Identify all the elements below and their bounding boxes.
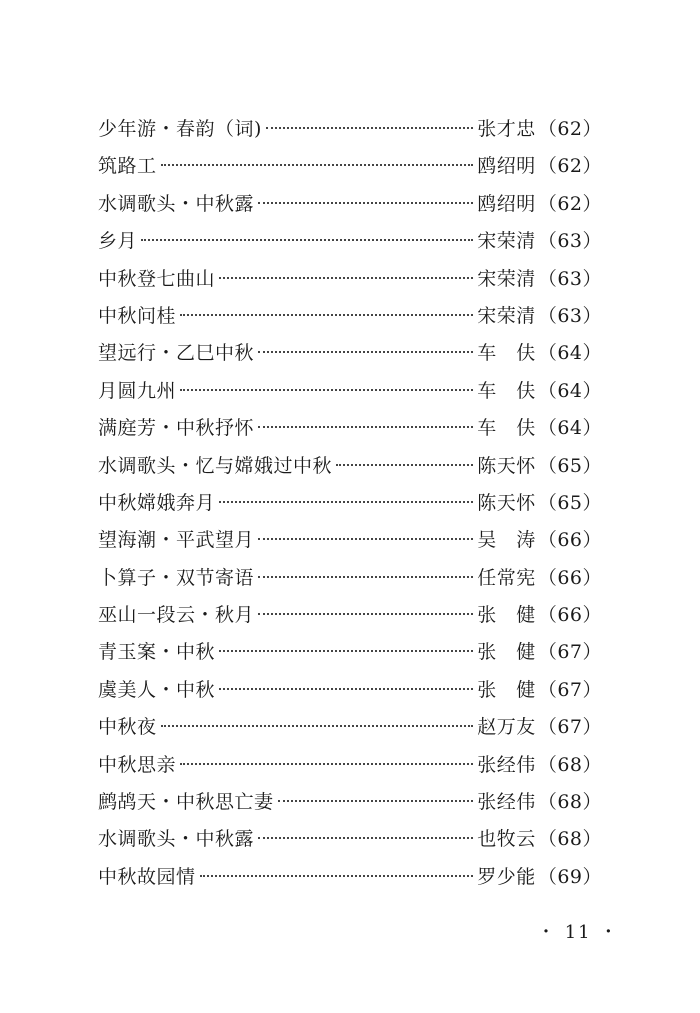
entry-author: 陈天怀 bbox=[477, 491, 536, 514]
entry-page: （68） bbox=[537, 828, 602, 851]
toc-entry[interactable] bbox=[98, 223, 602, 260]
entry-author: 张经伟 bbox=[477, 791, 536, 814]
page-number: ・ 11 ・ bbox=[537, 922, 620, 943]
dot-leader bbox=[258, 837, 473, 839]
toc-entry[interactable] bbox=[98, 560, 602, 597]
entry-page: （64） bbox=[537, 342, 602, 365]
entry-page: （67） bbox=[537, 678, 602, 701]
entry-author: 张才忠 bbox=[477, 118, 536, 140]
toc-entry[interactable] bbox=[98, 485, 602, 522]
entry-author: 鸥绍明 bbox=[477, 155, 536, 178]
entry-author: 也牧云 bbox=[477, 828, 536, 851]
toc-entry[interactable] bbox=[98, 522, 602, 559]
toc-entry[interactable] bbox=[98, 747, 602, 784]
entry-title: 中秋思亲 bbox=[98, 753, 177, 776]
entry-author: 张 健 bbox=[477, 604, 536, 627]
toc-entry[interactable] bbox=[98, 335, 602, 372]
entry-author: 陈天怀 bbox=[477, 454, 536, 477]
toc-entry[interactable] bbox=[98, 821, 602, 858]
entry-author: 鸥绍明 bbox=[477, 192, 536, 215]
entry-title: 虞美人・中秋 bbox=[98, 678, 216, 701]
toc-entry[interactable] bbox=[98, 634, 602, 671]
entry-page: （62） bbox=[537, 155, 602, 178]
entry-author: 车 伕 bbox=[477, 342, 536, 365]
dot-leader bbox=[266, 127, 473, 129]
dot-leader bbox=[161, 725, 474, 727]
toc-entry[interactable] bbox=[98, 709, 602, 746]
dot-leader bbox=[219, 650, 473, 652]
dot-leader bbox=[258, 613, 473, 615]
entry-title: 鹧鸪天・中秋思亡妻 bbox=[98, 791, 274, 814]
toc-entry[interactable] bbox=[98, 597, 602, 634]
entry-author: 张经伟 bbox=[477, 753, 536, 776]
entry-page: （67） bbox=[537, 641, 602, 664]
dot-leader bbox=[200, 875, 474, 877]
dot-leader bbox=[219, 688, 473, 690]
dot-leader bbox=[258, 351, 473, 353]
entry-page: （64） bbox=[537, 417, 602, 440]
table-of-contents bbox=[98, 111, 602, 896]
dot-leader bbox=[161, 164, 474, 166]
toc-entry[interactable] bbox=[98, 672, 602, 709]
entry-page: （64） bbox=[537, 379, 602, 402]
dot-leader bbox=[141, 239, 473, 241]
toc-entry[interactable] bbox=[98, 186, 602, 223]
entry-author: 张 健 bbox=[477, 641, 536, 664]
entry-author: 车 伕 bbox=[477, 379, 536, 402]
dot-leader bbox=[258, 426, 473, 428]
entry-page: （63） bbox=[537, 230, 602, 253]
dot-leader bbox=[219, 501, 473, 503]
entry-title: 中秋故园情 bbox=[98, 865, 196, 888]
entry-author: 车 伕 bbox=[477, 417, 536, 440]
dot-leader bbox=[219, 277, 473, 279]
dot-leader bbox=[278, 800, 474, 802]
entry-page: （65） bbox=[537, 454, 602, 477]
toc-entry[interactable] bbox=[98, 410, 602, 447]
entry-title: 望远行・乙巳中秋 bbox=[98, 342, 255, 365]
dot-leader bbox=[180, 389, 473, 391]
entry-title: 月圆九州 bbox=[98, 379, 177, 402]
entry-author: 宋荣清 bbox=[477, 230, 536, 253]
entry-author: 张 健 bbox=[477, 678, 536, 701]
toc-entry[interactable] bbox=[98, 298, 602, 335]
entry-title: 筑路工 bbox=[98, 155, 157, 178]
entry-page: （63） bbox=[537, 267, 602, 290]
entry-author: 赵万友 bbox=[477, 716, 536, 739]
dot-leader bbox=[180, 763, 473, 765]
toc-entry[interactable] bbox=[98, 148, 602, 185]
entry-title: 卜算子・双节寄语 bbox=[98, 566, 255, 589]
entry-author: 任常宪 bbox=[477, 566, 536, 589]
entry-author: 吴 涛 bbox=[477, 529, 536, 552]
entry-title: 中秋嫦娥奔月 bbox=[98, 491, 216, 514]
entry-title: 望海潮・平武望月 bbox=[98, 529, 255, 552]
entry-page: （68） bbox=[537, 791, 602, 814]
toc-entry[interactable] bbox=[98, 859, 602, 896]
entry-page: （66） bbox=[537, 529, 602, 552]
entry-page: （65） bbox=[537, 491, 602, 514]
entry-title: 水调歌头・中秋露 bbox=[98, 192, 255, 215]
entry-page: （66） bbox=[537, 566, 602, 589]
entry-title: 乡月 bbox=[98, 230, 138, 253]
dot-leader bbox=[180, 314, 473, 316]
entry-title: 中秋登七曲山 bbox=[98, 267, 216, 290]
dot-leader bbox=[258, 576, 473, 578]
entry-page: （62） bbox=[537, 118, 602, 140]
entry-author: 宋荣清 bbox=[477, 267, 536, 290]
toc-entry[interactable] bbox=[98, 373, 602, 410]
entry-page: （63） bbox=[537, 304, 602, 327]
toc-entry[interactable] bbox=[98, 784, 602, 821]
entry-page: （68） bbox=[537, 753, 602, 776]
entry-page: （66） bbox=[537, 604, 602, 627]
toc-entry[interactable] bbox=[98, 111, 602, 148]
entry-page: （62） bbox=[537, 192, 602, 215]
entry-title: 青玉案・中秋 bbox=[98, 641, 216, 664]
dot-leader bbox=[258, 538, 473, 540]
entry-title: 水调歌头・忆与嫦娥过中秋 bbox=[98, 454, 333, 477]
entry-page: （67） bbox=[537, 716, 602, 739]
entry-page: （69） bbox=[537, 865, 602, 888]
entry-title: 巫山一段云・秋月 bbox=[98, 604, 255, 627]
toc-entry[interactable] bbox=[98, 448, 602, 485]
entry-author: 宋荣清 bbox=[477, 304, 536, 327]
entry-title: 少年游・春韵（词) bbox=[98, 118, 262, 140]
entry-title: 满庭芳・中秋抒怀 bbox=[98, 417, 255, 440]
entry-title: 中秋问桂 bbox=[98, 304, 177, 327]
entry-author: 罗少能 bbox=[477, 865, 536, 888]
toc-entry[interactable] bbox=[98, 261, 602, 298]
dot-leader bbox=[336, 464, 473, 466]
dot-leader bbox=[258, 202, 473, 204]
entry-title: 水调歌头・中秋露 bbox=[98, 828, 255, 851]
entry-title: 中秋夜 bbox=[98, 716, 157, 739]
